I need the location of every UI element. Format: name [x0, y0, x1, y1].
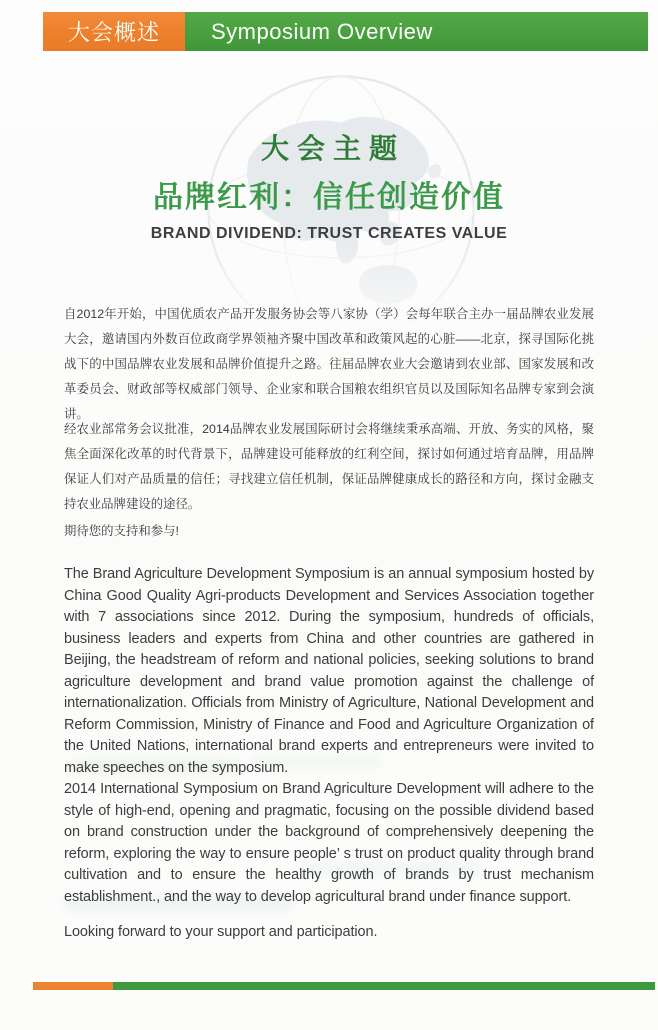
footer-rule [33, 982, 655, 990]
paragraph-english-1: The Brand Agriculture Development Symposium is an annual symposium hosted by China Good Quality Agri-products Development and Services Association together with 7 associations since 2012. During the symposium, hundreds of officials, business leaders and experts from China and other countries are gathered in Beijing, the headstream of reform and national policies, seeking solutions to brand agriculture development and brand value promotion against the challenge of internationalization. Officials from Ministry of Agriculture, National Development and Reform Commission, Ministry of Finance and Food and Agriculture Organization of the United Nations, international brand experts and entrepreneurs were invited to make speeches on the symposium. [64, 566, 594, 776]
paragraph-english-2: 2014 International Symposium on Brand Agriculture Development will adhere to the style of high-end, opening and pragmatic, focusing on the possible dividend based on brand construction under the background of comprehensively deepening the reform, exploring the way to ensure people’ s trust on product quality through brand cultivation and to ensure the healthy growth of brands by trust mechanism establishment., and the way to develop agricultural brand under finance support. [64, 781, 594, 905]
section-tab-english [185, 12, 648, 51]
section-tab-english-label: Symposium Overview [211, 18, 433, 44]
closing-line-chinese: 期待您的支持和参与! [64, 524, 179, 538]
footer-rule-orange-segment [33, 982, 113, 990]
paragraph-chinese-1: 自2012年开始，中国优质农产品开发服务协会等八家协（学）会每年联合主办一届品牌农业发展大会，邀请国内外数百位政商学界领袖齐聚中国改革和政策风起的心脏——北京，探寻国际化挑战下的中国品牌农业发展和品牌价值提升之路。往届品牌农业大会邀请到农业部、国家发展和改革委员会、财政部等权威部门领导、企业家和联合国粮农组织官员以及国际知名品牌专家到会演讲。 [64, 307, 594, 421]
theme-heading: 大会主题 [260, 133, 405, 164]
section-tab-chinese [43, 12, 185, 51]
section-tab-chinese-label: 大会概述 [67, 20, 160, 45]
theme-title-chinese: 品牌红利：信任创造价值 [153, 181, 505, 214]
paragraph-chinese-2: 经农业部常务会议批准，2014品牌农业发展国际研讨会将继续秉承高端、开放、务实的风格，聚焦全面深化改革的时代背景下，品牌建设可能释放的红利空间，探讨如何通过培育品牌，用品牌保证人们对产品质量的信任；寻找建立信任机制，保证品牌健康成长的路径和方向，探讨金融支持农业品牌建设的途径。 [64, 422, 594, 511]
theme-title-english: BRAND DIVIDEND: TRUST CREATES VALUE [150, 225, 508, 242]
footer-rule-green-segment [113, 982, 655, 990]
closing-line-english: Looking forward to your support and participation. [64, 924, 378, 940]
section-header-bar [43, 12, 648, 51]
